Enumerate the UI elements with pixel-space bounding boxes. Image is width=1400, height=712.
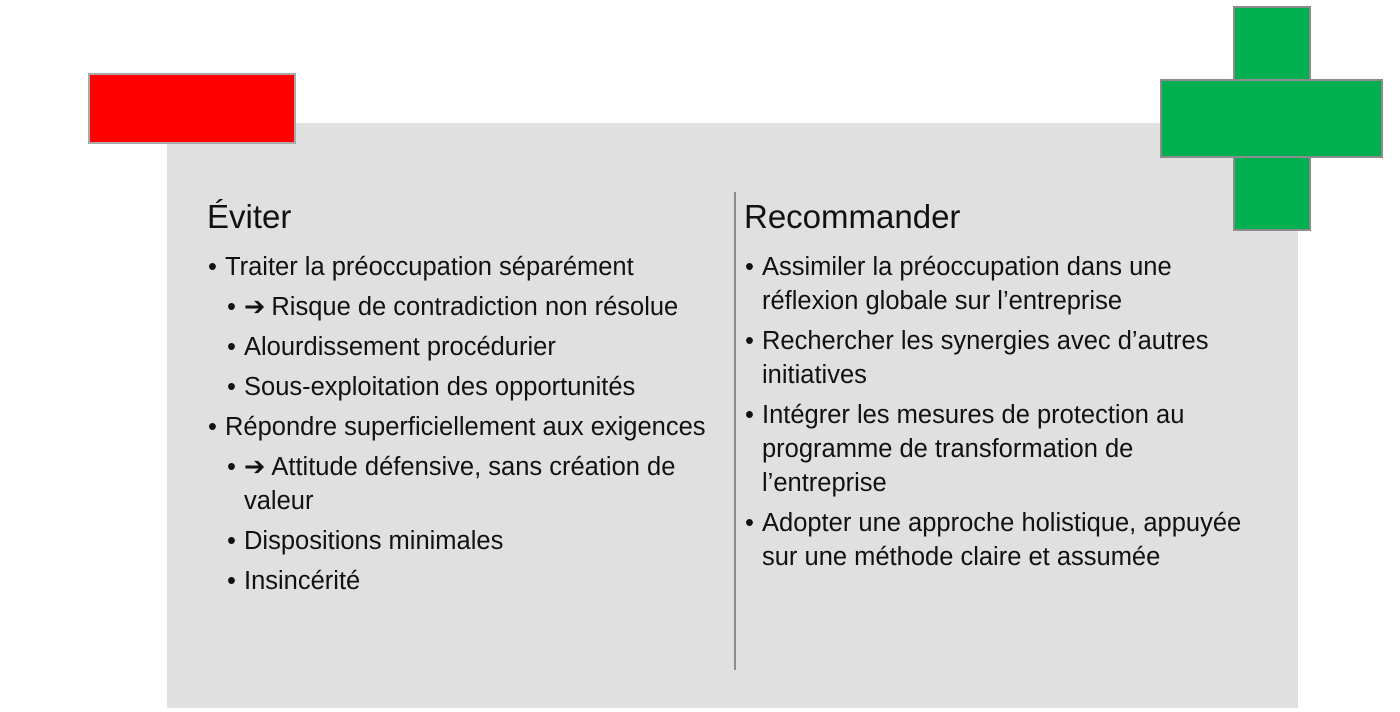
minus-icon [88,73,296,144]
list-item: • ➔ Attitude défensive, sans création de valeur [207,450,712,518]
list-item: • Insincérité [207,564,712,598]
list-item: • Assimiler la préoccupation dans une réflexion globale sur l’entreprise [744,250,1264,318]
recommend-title: Recommander [744,198,961,235]
avoid-list [207,250,712,598]
list-item: • Sous-exploitation des opportunités [207,370,712,404]
list-item: • Répondre superficiellement aux exigences [207,410,712,444]
avoid-column [207,196,712,604]
list-item: • Adopter une approche holistique, appuyée sur une méthode claire et assumée [744,506,1264,574]
list-item: • ➔ Risque de contradiction non résolue [207,290,712,324]
list-item: • Rechercher les synergies avec d’autres initiatives [744,324,1264,392]
recommend-list [744,250,1264,574]
list-item: • Intégrer les mesures de protection au programme de transformation de l’entreprise [744,398,1264,500]
column-divider [734,192,736,670]
plus-icon-center [1235,81,1309,156]
list-item: • Alourdissement procédurier [207,330,712,364]
arrow-right-icon: ➔ [244,453,266,481]
list-item: • Traiter la préoccupation séparément [207,250,712,284]
avoid-title: Éviter [207,198,292,235]
list-item: • Dispositions minimales [207,524,712,558]
recommend-column [744,196,1264,580]
arrow-right-icon: ➔ [244,293,266,321]
